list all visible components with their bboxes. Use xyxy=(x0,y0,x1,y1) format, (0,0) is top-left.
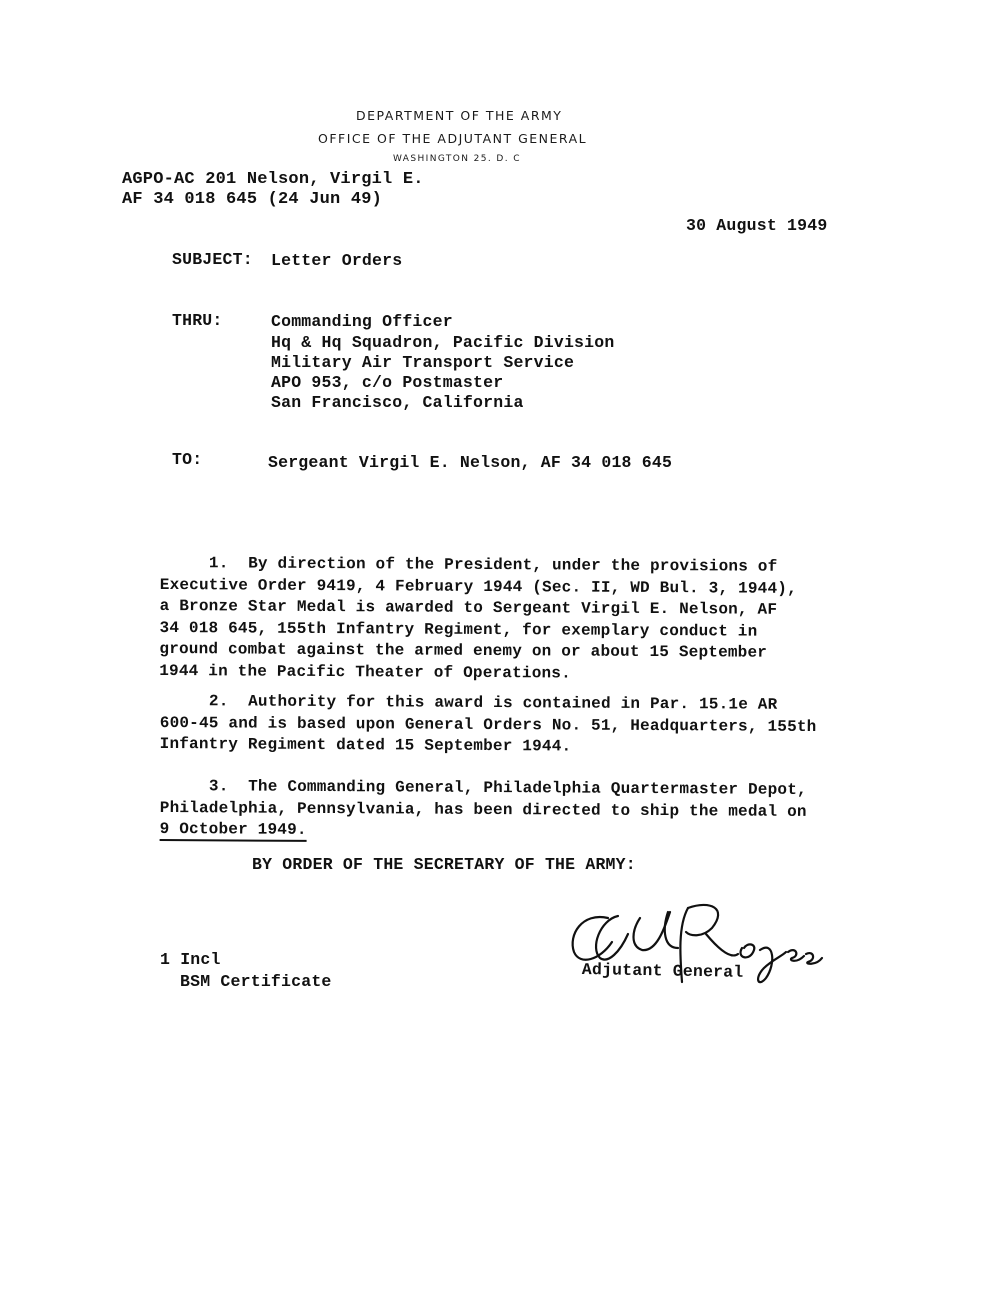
paragraph-1-line: a Bronze Star Medal is awarded to Sergeant Virgil E. Nelson, AF xyxy=(159,596,778,619)
thru-line-5: San Francisco, California xyxy=(271,393,524,412)
paragraph-3-line: Philadelphia, Pennsylvania, has been directed to ship the medal on xyxy=(159,798,807,821)
paragraph-2-line: 600-45 and is based upon General Orders No. 51, Headquarters, 155th xyxy=(159,713,817,736)
thru-line-3: Military Air Transport Service xyxy=(271,353,575,372)
paragraph-3 xyxy=(160,776,850,845)
subject-value: Letter Orders xyxy=(271,251,403,270)
paragraph-1 xyxy=(159,553,850,686)
paragraph-2-line: 2. Authority for this award is contained in Par. 15.1e AR xyxy=(159,692,778,714)
letterhead-department: DEPARTMENT OF THE ARMY xyxy=(356,108,563,123)
paragraph-1-line: 1. By direction of the President, under the provisions of xyxy=(159,554,778,576)
thru-line-1: Commanding Officer xyxy=(271,312,453,331)
subject-label: SUBJECT: xyxy=(172,250,253,269)
paragraph-1-line: 1944 in the Pacific Theater of Operations. xyxy=(159,661,572,683)
thru-line-4: APO 953, c/o Postmaster xyxy=(271,373,504,392)
reference-line-1: AGPO-AC 201 Nelson, Virgil E. xyxy=(122,170,424,189)
ship-date: 9 October 1949. xyxy=(160,820,307,842)
letterhead-location: WASHINGTON 25. D. C xyxy=(393,154,521,164)
enclosure-line-2: BSM Certificate xyxy=(180,972,332,991)
paragraph-2-line: Infantry Regiment dated 15 September 1944. xyxy=(159,734,572,756)
paragraph-1-line: ground combat against the armed enemy on or about 15 September xyxy=(159,639,768,662)
letter-date: 30 August 1949 xyxy=(686,216,828,235)
to-label: TO: xyxy=(172,450,203,469)
to-value: Sergeant Virgil E. Nelson, AF 34 018 645 xyxy=(268,453,673,472)
letterhead-office: OFFICE OF THE ADJUTANT GENERAL xyxy=(318,131,588,146)
paragraph-3-line: 3. The Commanding General, Philadelphia Quartermaster Depot, xyxy=(159,777,807,799)
signature-title: Adjutant General xyxy=(581,960,744,982)
thru-line-2: Hq & Hq Squadron, Pacific Division xyxy=(271,333,615,352)
signature-mark xyxy=(560,890,830,1000)
paragraph-3-last-line xyxy=(160,819,850,845)
paragraph-1-line: 34 018 645, 155th Infantry Regiment, for exemplary conduct in xyxy=(159,618,758,641)
paragraph-2 xyxy=(160,691,850,760)
order-line: BY ORDER OF THE SECRETARY OF THE ARMY: xyxy=(252,855,636,874)
enclosure-line-1: 1 Incl xyxy=(160,950,221,969)
paragraph-1-line: Executive Order 9419, 4 February 1944 (Sec. II, WD Bul. 3, 1944), xyxy=(159,575,797,598)
reference-line-2: AF 34 018 645 (24 Jun 49) xyxy=(122,190,383,209)
thru-label: THRU: xyxy=(172,311,223,330)
